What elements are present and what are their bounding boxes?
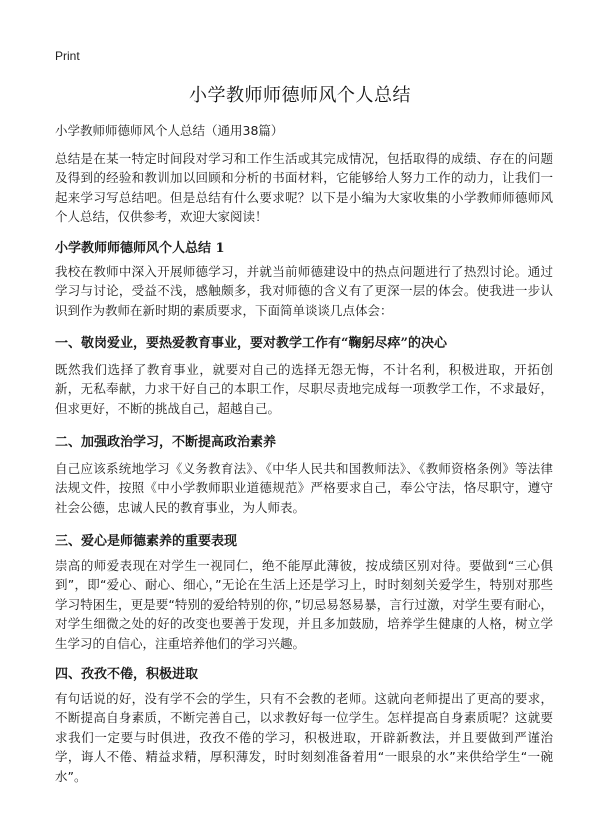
- point-heading-1: 一、敬岗爱业，要热爱教育事业，要对教学工作有“鞠躬尽瘁”的决心: [55, 336, 447, 351]
- point-body-2: 自己应该系统地学习《义务教育法》、《中华人民共和国教师法》、《教师资格条例》等法律法规文件，按照《中小学教师职业道德规范》严格要求自己，奉公守法，恪尽职守，遵守社会公德，忠诚人民的教育事业，为人师表。: [55, 461, 553, 515]
- page-title: 小学教师师德师风个人总结: [189, 85, 411, 106]
- document-subtitle: 小学教师师德师风个人总结（通用38篇）: [55, 123, 284, 138]
- section-title: 小学教师师德师风个人总结 1: [55, 241, 225, 256]
- point-heading-3: 三、爱心是师德素养的重要表现: [55, 534, 238, 549]
- section-intro-paragraph: 我校在教师中深入开展师德学习，并就当前师德建设中的热点问题进行了热烈讨论。通过学习与讨论，受益不浅，感触颇多，我对师德的含义有了更深一层的体会。使我进一步认识到作为教师在新时期的素质要求，下面简单谈谈几点体会：: [55, 264, 553, 318]
- point-body-3: 崇高的师爱表现在对学生一视同仁，绝不能厚此薄彼，按成绩区别对待。要做到“三心俱到”，即“爱心、耐心、细心，”无论在生活上还是学习上，时时刻刻关爱学生，特别对那些学习特困生，更是要“特别的爱给特别的你，”切忌易怒易暴，言行过激，对学生要有耐心，对学生细微之处的好的改变也要善于发现，并且多加鼓励，培养学生健康的人格，树立学生学习的自信心，注重培养他们的学习兴趣。: [55, 558, 553, 651]
- point-body-1: 既然我们选择了教育事业，就要对自己的选择无怨无悔，不计名利，积极进取，开拓创新，无私奉献，力求干好自己的本职工作，尽职尽责地完成每一项教学工作，不求最好，但求更好，不断的挑战自己，超越自己。: [55, 362, 553, 416]
- point-heading-4: 四、孜孜不倦，积极进取: [55, 667, 199, 682]
- intro-paragraph: 总结是在某一特定时间段对学习和工作生活或其完成情况，包括取得的成绩、存在的问题及得到的经验和教训加以回顾和分析的书面材料，它能够给人努力工作的动力，让我们一起来学习写总结吧。但是总结有什么要求呢？以下是小编为大家收集的小学教师师德师风个人总结，仅供参考，欢迎大家阅读！: [55, 151, 553, 225]
- point-heading-2: 二、加强政治学习，不断提高政治素养: [55, 435, 277, 450]
- point-body-4: 有句话说的好，没有学不会的学生，只有不会教的老师。这就向老师提出了更高的要求，不断提高自身素质，不断完善自己，以求教好每一位学生。怎样提高自身素质呢？这就要求我们一定要与时俱进，孜孜不倦的学习，积极进取，开辟新教法，并且要做到严谨治学，诲人不倦、精益求精，厚积薄发，时时刻刻准备着用“一眼泉的水”来供给学生“一碗水”。: [55, 691, 553, 784]
- print-link[interactable]: Print: [55, 49, 80, 63]
